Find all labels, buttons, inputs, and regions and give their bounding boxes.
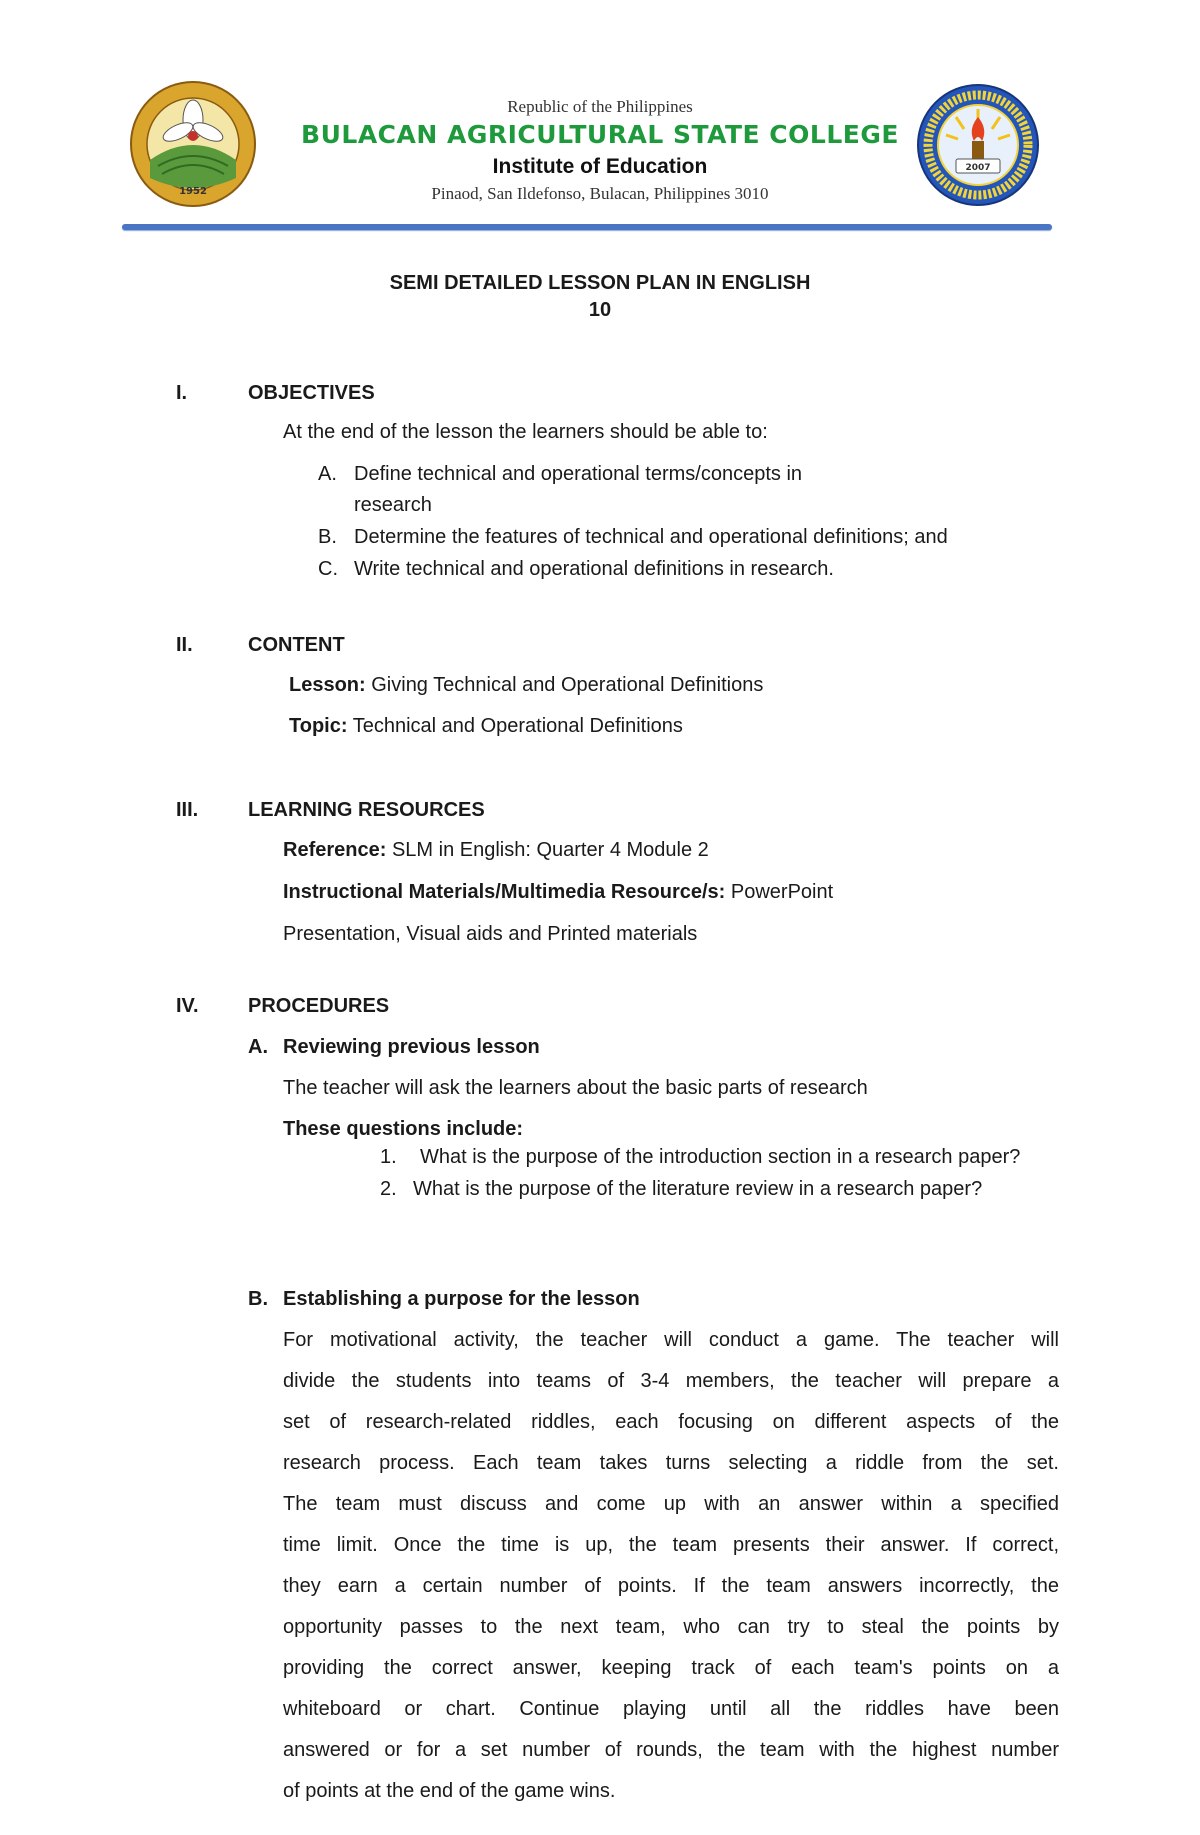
college-name: BULACAN AGRICULTURAL STATE COLLEGE <box>301 120 899 149</box>
section-heading-resources: LEARNING RESOURCES <box>248 799 485 821</box>
paragraph-line: they earn a certain number of points. If the team answers incorrectly, the <box>283 1575 1059 1597</box>
question-2: What is the purpose of the literature review in a research paper? <box>413 1178 983 1200</box>
paragraph-line: opportunity passes to the next team, who can try to steal the points by <box>283 1616 1059 1638</box>
page-title-grade: 10 <box>588 299 612 321</box>
section-numeral-1: I. <box>176 382 188 404</box>
materials-continuation: Presentation, Visual aids and Printed materials <box>283 923 698 945</box>
right-seal-year: 2007 <box>965 163 991 173</box>
section-numeral-2: II. <box>176 634 193 656</box>
reference-label: Reference: <box>283 839 387 861</box>
topic-value: Technical and Operational Definitions <box>347 715 683 737</box>
procedure-b-heading: Establishing a purpose for the lesson <box>283 1288 640 1310</box>
paragraph-line: set of research-related riddles, each focusing on different aspects of the <box>283 1411 1059 1433</box>
topic-label: Topic: <box>289 715 348 737</box>
paragraph-line: research process. Each team takes turns selecting a riddle from the set. <box>283 1452 1059 1474</box>
procedure-a-heading: Reviewing previous lesson <box>283 1036 540 1058</box>
paragraph-line: whiteboard or chart. Continue playing until all the riddles have been <box>283 1698 1059 1720</box>
left-seal-year: 1952 <box>179 186 207 197</box>
paragraph-line: of points at the end of the game wins. <box>283 1780 616 1802</box>
paragraph-line: divide the students into teams of 3-4 members, the teacher will prepare a <box>283 1370 1059 1392</box>
questions-label: These questions include: <box>283 1118 524 1140</box>
question-number-2: 2. <box>380 1178 397 1200</box>
institute-name: Institute of Education <box>492 155 708 178</box>
procedure-b-marker: B. <box>248 1288 268 1310</box>
left-college-seal-icon <box>128 80 258 208</box>
objective-marker-b: B. <box>318 526 337 548</box>
objective-a-line1: Define technical and operational terms/concepts in <box>354 463 803 485</box>
objective-marker-c: C. <box>318 558 338 580</box>
right-institute-seal-icon <box>916 83 1040 207</box>
objective-b-text: Determine the features of technical and operational definitions; and <box>354 526 948 548</box>
section-heading-content: CONTENT <box>248 634 345 656</box>
header-divider <box>122 224 1052 230</box>
objective-a-line2: research <box>354 494 432 516</box>
question-number-1: 1. <box>380 1146 397 1168</box>
reference-line <box>283 839 709 862</box>
objective-c-text: Write technical and operational definitions in research. <box>354 558 834 580</box>
topic-line <box>289 715 683 738</box>
materials-label: Instructional Materials/Multimedia Resource/s: <box>283 881 726 903</box>
procedure-a-marker: A. <box>248 1036 268 1058</box>
reference-value: SLM in English: Quarter 4 Module 2 <box>386 839 709 861</box>
paragraph-line: time limit. Once the time is up, the team presents their answer. If correct, <box>283 1534 1059 1556</box>
lesson-value: Giving Technical and Operational Definitions <box>365 674 764 696</box>
objectives-intro: At the end of the lesson the learners should be able to: <box>283 421 768 443</box>
section-heading-procedures: PROCEDURES <box>248 995 390 1017</box>
paragraph-line: The team must discuss and come up with an answer within a specified <box>283 1493 1059 1515</box>
materials-line <box>283 881 833 904</box>
section-heading-objectives: OBJECTIVES <box>248 382 375 404</box>
question-1: What is the purpose of the introduction section in a research paper? <box>420 1146 1021 1168</box>
page-title: SEMI DETAILED LESSON PLAN IN ENGLISH <box>389 272 811 294</box>
paragraph-line: answered or for a set number of rounds, the team with the highest number <box>283 1739 1059 1761</box>
objective-marker-a: A. <box>318 463 337 485</box>
procedure-a-text: The teacher will ask the learners about the basic parts of research <box>283 1077 868 1099</box>
section-numeral-3: III. <box>176 799 199 821</box>
materials-value: PowerPoint <box>725 881 834 903</box>
lesson-label: Lesson: <box>289 674 366 696</box>
paragraph-line: providing the correct answer, keeping track of each team's points on a <box>283 1657 1059 1679</box>
paragraph-line: For motivational activity, the teacher will conduct a game. The teacher will <box>283 1329 1059 1351</box>
college-address: Pinaod, San Ildefonso, Bulacan, Philippines 3010 <box>431 184 769 203</box>
republic-line: Republic of the Philippines <box>507 97 693 116</box>
section-numeral-4: IV. <box>176 995 199 1017</box>
lesson-line <box>289 674 763 697</box>
